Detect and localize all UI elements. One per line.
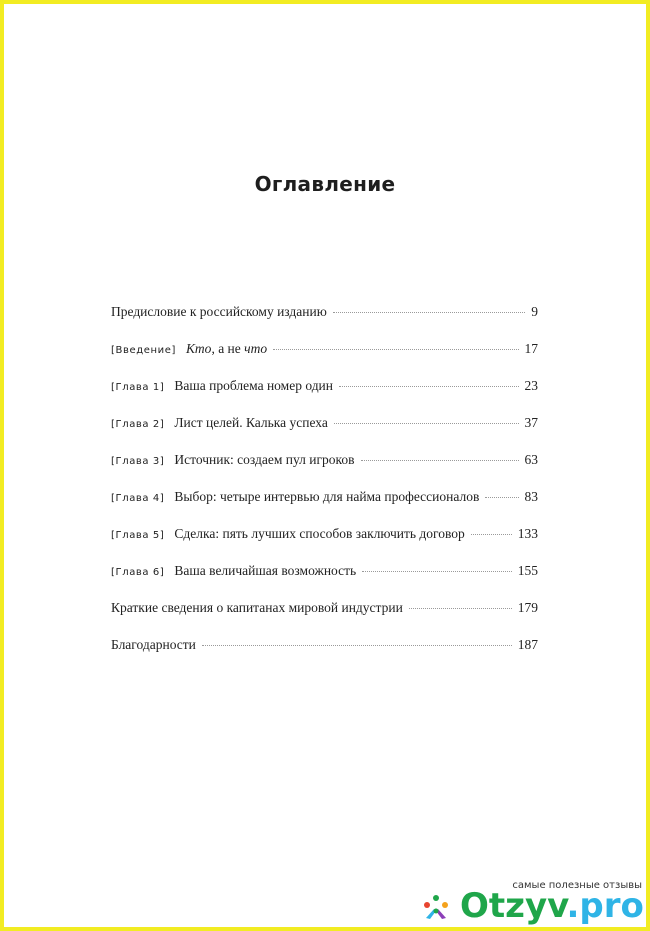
entry-text: Ваша проблема номер один [174,378,334,393]
otzyv-watermark [418,876,646,928]
toc-entry-chapter-3 [111,452,538,489]
page-number: 187 [517,637,538,652]
entry-prefix: [Глава 5] [111,530,165,541]
page-number: 63 [524,452,538,467]
toc-entry-chapter-2 [111,415,538,452]
entry-prefix: [Глава 6] [111,567,165,578]
entry-text-middle: , а не [211,341,245,356]
toc-entry-captains [111,600,538,637]
entry-text: Источник: создаем пул игроков [174,452,355,467]
entry-prefix: [Введение] [111,345,176,356]
toc-entry-acknowledgements [111,637,538,674]
otzyv-logo-icon [422,894,450,922]
dot-leader [334,423,519,424]
page-number: 133 [517,526,538,541]
watermark-brand-tld: .pro [566,886,644,926]
dot-leader [361,460,519,461]
table-of-contents [111,304,538,674]
dot-leader [339,386,518,387]
page-number: 17 [524,341,538,356]
entry-text: Выбор: четыре интервью для найма профессионалов [174,489,480,504]
toc-entry-chapter-6 [111,563,538,600]
entry-prefix: [Глава 3] [111,456,165,467]
dot-leader [471,534,512,535]
dot-leader [485,497,518,498]
page-number: 83 [524,489,538,504]
dot-leader [202,645,512,646]
dot-leader [409,608,512,609]
entry-prefix: [Глава 2] [111,419,165,430]
watermark-brand [460,886,644,926]
entry-text: Предисловие к российскому изданию [111,304,327,319]
page-number: 23 [524,378,538,393]
entry-text-italic-who: Кто [185,341,212,356]
entry-text: Ваша величайшая возможность [174,563,357,578]
toc-entry-chapter-4 [111,489,538,526]
toc-entry-preface [111,304,538,341]
entry-prefix: [Глава 4] [111,493,165,504]
watermark-caption: самые полезные отзывы [512,880,642,891]
entry-text-italic-what: что [244,341,268,356]
page-title: Оглавление [254,172,396,196]
book-page [4,4,646,927]
page-number: 155 [517,563,538,578]
dot-leader [333,312,525,313]
entry-text: Лист целей. Калька успеха [174,415,328,430]
entry-text: Благодарности [111,637,196,652]
entry-prefix: [Глава 1] [111,382,165,393]
entry-text: Сделка: пять лучших способов заключить договор [174,526,465,541]
dot-leader [273,349,518,350]
toc-entry-introduction [111,341,538,378]
page-number: 9 [531,304,538,319]
dot-leader [362,571,512,572]
entry-text: Краткие сведения о капитанах мировой индустрии [111,600,403,615]
page-number: 37 [524,415,538,430]
toc-entry-chapter-1 [111,378,538,415]
page-number: 179 [517,600,538,615]
watermark-brand-main: Otzyv [460,886,567,926]
toc-entry-chapter-5 [111,526,538,563]
